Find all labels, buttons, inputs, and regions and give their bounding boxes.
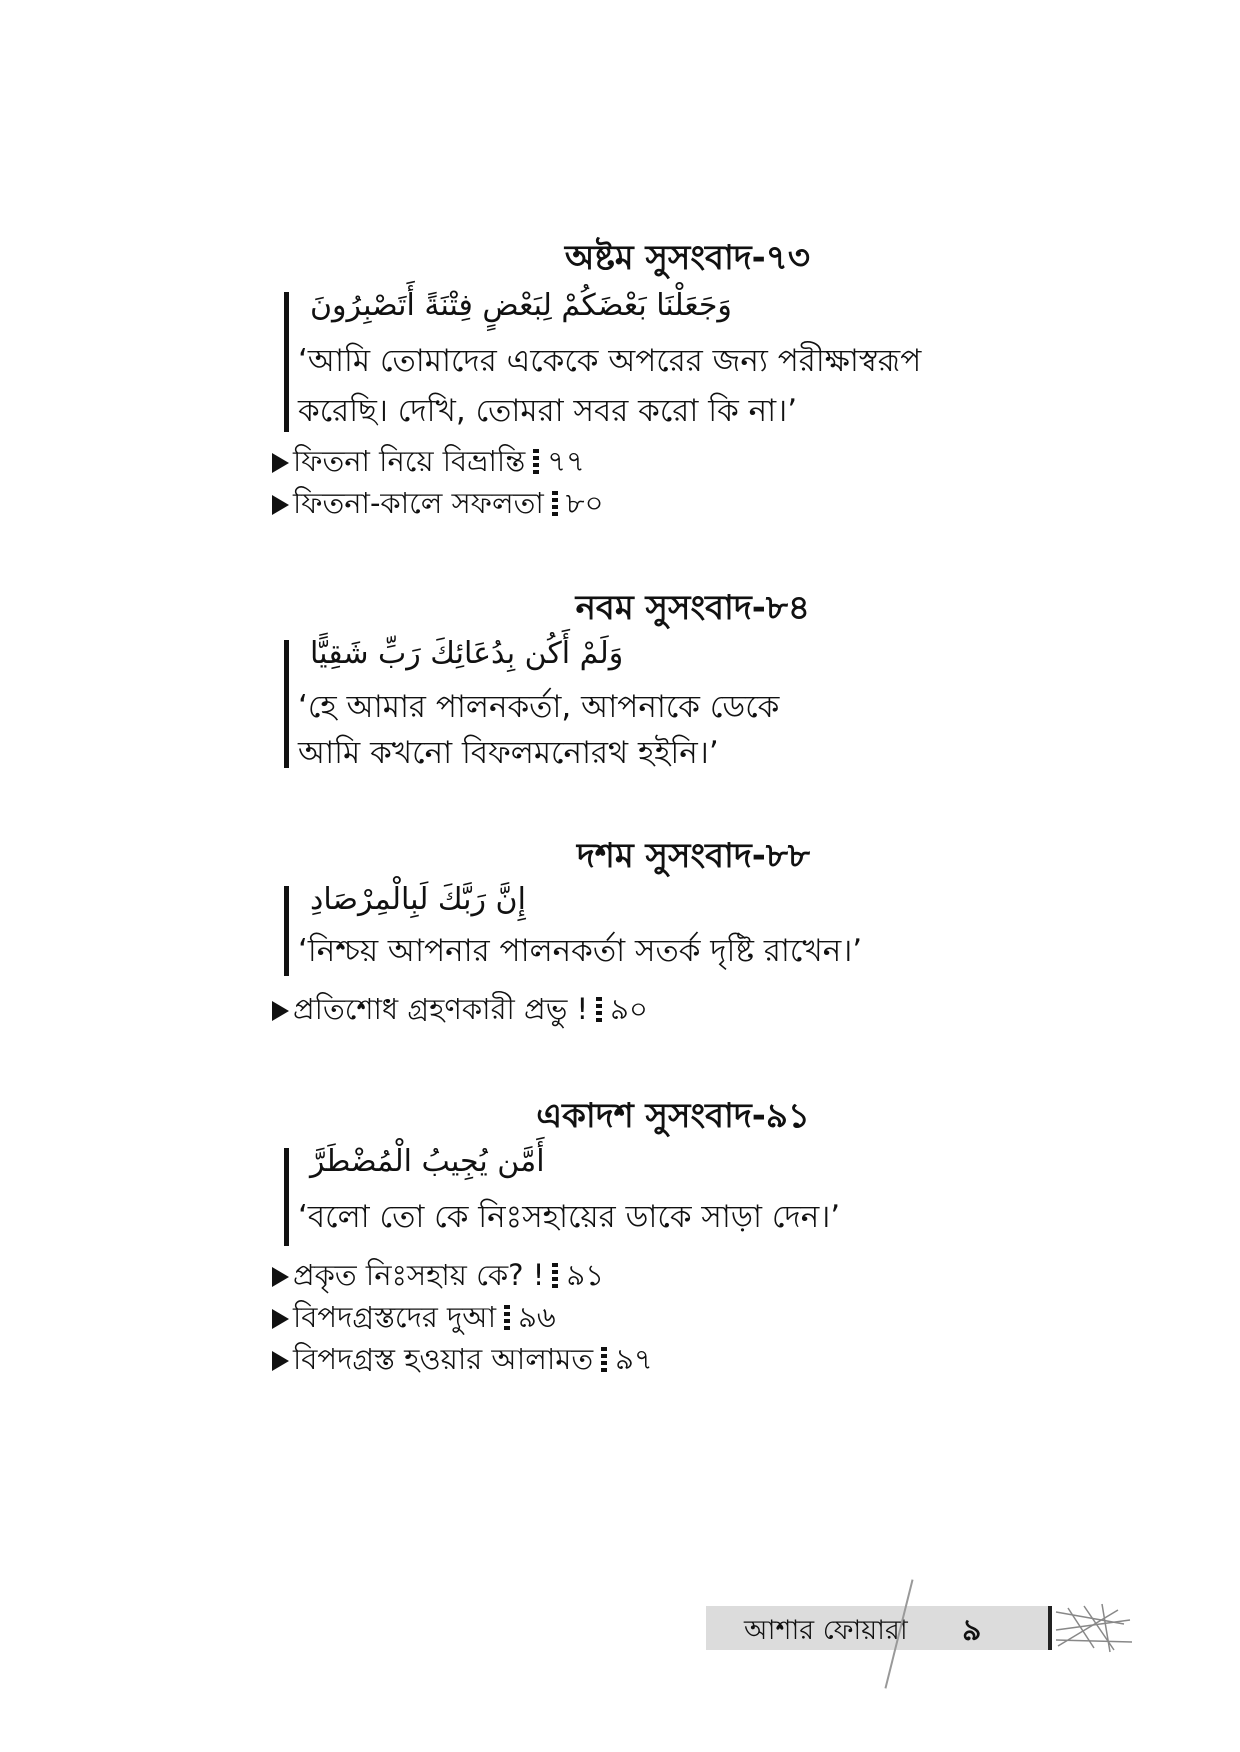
quote-block [284, 882, 924, 976]
section-heading: নবম সুসংবাদ-৮৪ [575, 588, 810, 628]
topic-page: ৮০ [565, 485, 604, 520]
topic-page: ৯১ [566, 1257, 605, 1292]
topic-title: বিপদগ্রস্তদের দুআ [293, 1299, 497, 1334]
dotted-separator-icon [552, 1263, 558, 1291]
topic-title: ফিতনা নিয়ে বিভ্রান্তি [293, 443, 526, 478]
topic-link[interactable] [272, 484, 603, 526]
topic-list [272, 990, 648, 1032]
triangle-bullet-icon [272, 1267, 289, 1287]
arabic-verse: وَجَعَلْنَا بَعْضَكُمْ لِبَعْضٍ فِتْنَةً أَتَصْبِرُونَ [310, 288, 732, 323]
triangle-bullet-icon [272, 453, 289, 473]
verse-translation-line: ‘বলো তো কে নিঃসহায়ের ডাকে সাড়া দেন।’ [298, 1199, 841, 1235]
quote-block [284, 1144, 924, 1246]
topic-title: প্রতিশোধ গ্রহণকারী প্রভু ! [293, 991, 589, 1026]
quote-block [284, 288, 924, 432]
topic-page: ৭৭ [547, 443, 585, 478]
triangle-bullet-icon [272, 1001, 289, 1021]
topic-page: ৯৬ [518, 1299, 556, 1334]
topic-list [272, 442, 603, 526]
section-heading: অষ্টম সুসংবাদ-৭৩ [564, 238, 810, 278]
arabic-verse: إِنَّ رَبَّكَ لَبِالْمِرْصَادِ [310, 882, 526, 917]
dotted-separator-icon [504, 1305, 510, 1333]
arabic-verse: أَمَّن يُجِيبُ الْمُضْطَرَّ [310, 1144, 545, 1179]
footer-vertical-bar [1048, 1606, 1052, 1650]
dotted-separator-icon [533, 449, 539, 477]
quote-block [284, 636, 924, 771]
quote-bar [284, 1148, 289, 1246]
triangle-bullet-icon [272, 495, 289, 515]
verse-translation-line: করেছি। দেখি, তোমরা সবর করো কি না।’ [298, 393, 798, 429]
quote-bar [284, 886, 289, 976]
page-number: ৯ [962, 1613, 982, 1648]
arabic-verse: وَلَمْ أَكُن بِدُعَائِكَ رَبِّ شَقِيًّا [310, 636, 624, 671]
topic-link[interactable] [272, 442, 603, 484]
verse-translation-line: ‘আমি তোমাদের একেকে অপরের জন্য পরীক্ষাস্বরূপ [298, 343, 922, 379]
verse-translation-line: ‘নিশ্চয় আপনার পালনকর্তা সতর্ক দৃষ্টি রাখেন।’ [298, 933, 863, 969]
dotted-separator-icon [596, 997, 602, 1025]
quote-bar [284, 640, 289, 768]
topic-page: ৯০ [610, 991, 648, 1026]
topic-title: ফিতনা-কালে সফলতা [293, 485, 544, 520]
topic-page: ৯৭ [615, 1341, 653, 1376]
topic-list [272, 1256, 653, 1382]
verse-translation-line: ‘হে আমার পালনকর্তা, আপনাকে ডেকে [298, 689, 780, 725]
topic-link[interactable] [272, 1340, 653, 1382]
triangle-bullet-icon [272, 1309, 289, 1329]
dotted-separator-icon [552, 491, 558, 519]
dotted-separator-icon [601, 1347, 607, 1375]
topic-link[interactable] [272, 1256, 653, 1298]
section-heading: দশম সুসংবাদ-৮৮ [576, 836, 810, 876]
topic-title: প্রকৃত নিঃসহায় কে? ! [293, 1257, 545, 1292]
topic-link[interactable] [272, 990, 648, 1032]
book-title: আশার ফোয়ারা [744, 1615, 908, 1646]
topic-link[interactable] [272, 1298, 653, 1340]
topic-title: বিপদগ্রস্ত হওয়ার আলামত [293, 1341, 594, 1376]
quote-bar [284, 292, 289, 432]
triangle-bullet-icon [272, 1351, 289, 1371]
decorative-scribble-icon [1054, 1602, 1134, 1654]
verse-translation-line: আমি কখনো বিফলমনোরথ হইনি।’ [298, 735, 719, 771]
section-heading: একাদশ সুসংবাদ-৯১ [536, 1096, 810, 1136]
